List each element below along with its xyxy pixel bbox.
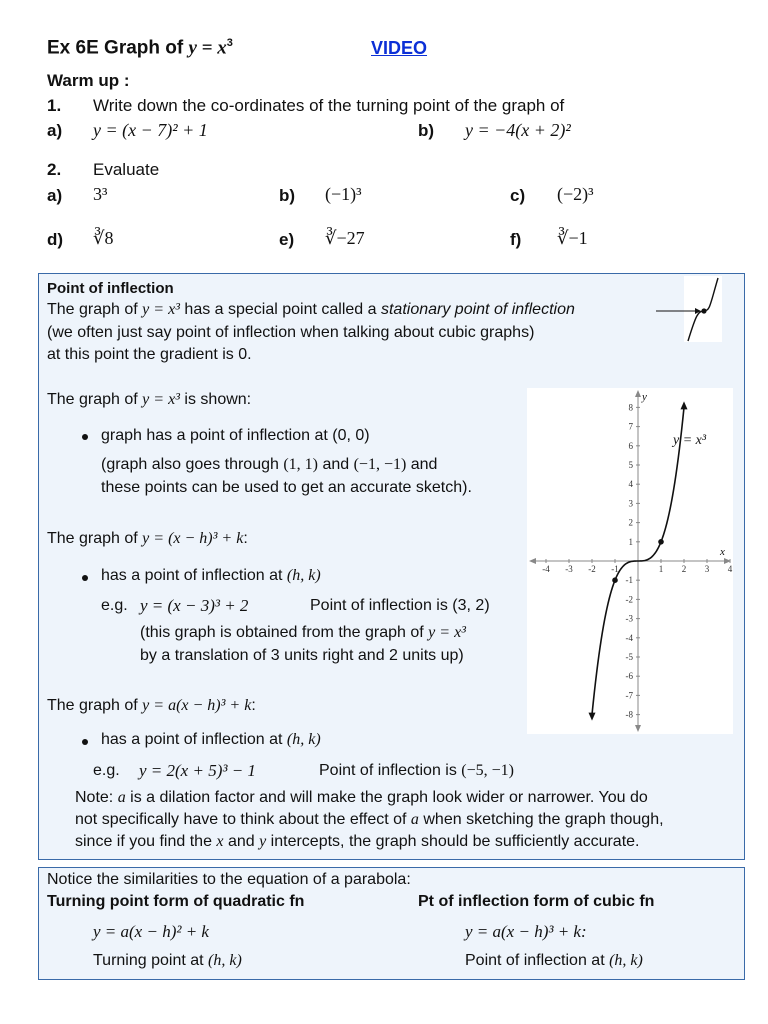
inflection-line1: [47, 301, 575, 319]
q2a-label: a): [47, 186, 63, 205]
variable: x: [216, 833, 224, 850]
x-axis-label: x: [720, 546, 725, 558]
note-line3: [75, 833, 640, 851]
video-link[interactable]: [371, 38, 427, 59]
y-tick-label: -2: [625, 594, 633, 605]
text: and: [223, 833, 260, 850]
bullet1-sub2: these points can be used to get an accurate sketch).: [101, 479, 472, 496]
title-equation: y = x: [188, 37, 227, 59]
inflection-heading: Point of inflection: [47, 280, 174, 297]
q2a-expression: 3³: [93, 184, 108, 204]
q1-number: 1.: [47, 96, 62, 115]
eg2-equation: y = 2(x + 5)³ − 1: [139, 761, 256, 780]
text: Turning point at: [93, 952, 209, 969]
variable: a: [117, 789, 126, 806]
graph-point: [658, 539, 664, 545]
cubic-graph-svg: [527, 388, 733, 734]
x-tick-label: -3: [565, 564, 573, 574]
q2f-expression: ∛−1: [557, 228, 588, 248]
eg1-note2: by a translation of 3 units right and 2 units up): [140, 647, 464, 664]
warmup-heading: Warm up :: [47, 71, 130, 90]
title-text: Ex 6E Graph of: [47, 37, 189, 59]
bullet-dot: [82, 434, 88, 440]
y-tick-label: 4: [628, 479, 633, 490]
text: :: [251, 697, 256, 714]
q1b-label: b): [418, 121, 435, 140]
x-tick-label: 4: [727, 564, 733, 574]
eg1-equation: y = (x − 3)³ + 2: [140, 596, 249, 615]
y-tick-label: -1: [625, 575, 633, 586]
hk-line: [47, 530, 248, 548]
text: and: [406, 456, 438, 473]
text: is a dilation factor and will make the graph look wider or narrower. You do: [125, 789, 648, 806]
text: has a point of inflection at: [101, 567, 287, 584]
y-tick-label: 6: [628, 440, 633, 451]
cubic-equation: y = a(x − h)³ + k:: [465, 922, 587, 941]
text: since if you find the: [75, 833, 217, 850]
note-line2: [75, 811, 664, 829]
equation: y = x³: [142, 391, 180, 408]
q2c-expression: (−2)³: [557, 184, 594, 204]
bullet1-text: graph has a point of inflection at (0, 0): [101, 427, 370, 444]
quadratic-equation: y = a(x − h)² + k: [93, 922, 209, 941]
text: when sketching the graph though,: [418, 811, 664, 828]
cubic-heading: Pt of inflection form of cubic fn: [418, 893, 655, 910]
q2b-label: b): [279, 186, 296, 205]
eg1-poi: Point of inflection is (3, 2): [310, 597, 490, 614]
text: Point of inflection at: [465, 952, 610, 969]
q2d-expression: ∛8: [93, 228, 114, 248]
x-tick-label: -2: [588, 564, 596, 574]
y-tick-label: -7: [625, 690, 633, 701]
q2f-label: f): [510, 230, 522, 249]
equation: y = a(x − h)³ + k: [142, 697, 252, 714]
y-tick-label: 7: [628, 421, 633, 432]
bullet1-sub1: [101, 456, 437, 474]
bullet3-text: [101, 731, 321, 749]
text: (graph also goes through: [101, 456, 284, 473]
x-tick-label: -1: [611, 564, 619, 574]
q1-text: Write down the co-ordinates of the turning point of the graph of: [93, 96, 565, 115]
page-title: [47, 37, 233, 59]
text: and: [318, 456, 354, 473]
inflection-line2: (we often just say point of inflection when talking about cubic graphs): [47, 324, 535, 341]
eg1-note1: [140, 624, 466, 642]
variable: y: [259, 833, 267, 850]
x-tick-label: 1: [658, 564, 664, 574]
curve-arrow-bottom: [589, 713, 596, 721]
point: (h, k): [286, 731, 321, 748]
text: Note:: [75, 789, 118, 806]
y-tick-label: 3: [628, 498, 633, 509]
text: The graph of: [47, 301, 143, 318]
x-tick-label: -4: [542, 564, 550, 574]
q2e-label: e): [279, 230, 295, 249]
variable: a: [410, 811, 419, 828]
cubic-graph: [527, 388, 733, 734]
eg1-label: e.g.: [101, 597, 128, 614]
q2-number: 2.: [47, 160, 62, 179]
inflection-line3: at this point the gradient is 0.: [47, 346, 252, 363]
quadratic-heading: Turning point form of quadratic fn: [47, 893, 305, 910]
y-tick-label: -4: [625, 632, 633, 643]
text: Point of inflection is: [319, 762, 462, 779]
text: intercepts, the graph should be sufficiently accurate.: [266, 833, 640, 850]
y-tick-label: 1: [628, 536, 633, 547]
video-link-text[interactable]: VIDEO: [371, 38, 428, 58]
y-tick-label: -3: [625, 613, 633, 624]
text: The graph of: [47, 697, 143, 714]
curve-arrow-top: [681, 401, 688, 409]
eg2-poi: [319, 762, 514, 780]
bullet-dot: [82, 739, 88, 745]
turning-point-text: [93, 952, 242, 970]
note-line1: [75, 789, 648, 807]
y-tick-label: -6: [625, 671, 633, 682]
graph-point: [612, 577, 618, 583]
text: (this graph is obtained from the graph of: [140, 624, 429, 641]
q2b-expression: (−1)³: [325, 184, 362, 204]
text: :: [243, 530, 248, 547]
title-exponent: 3: [226, 37, 233, 49]
q2e-expression: ∛−27: [325, 228, 365, 248]
y-tick-label: 2: [628, 517, 633, 528]
q1a-expression: y = (x − 7)² + 1: [93, 120, 208, 140]
y-tick-label: 8: [628, 402, 633, 413]
text: has a point of inflection at: [101, 731, 287, 748]
equation: y = (x − h)³ + k: [142, 530, 244, 547]
x-tick-label: 2: [681, 564, 687, 574]
equation: y = x³: [428, 624, 466, 641]
emphasis-text: stationary point of inflection: [380, 301, 575, 318]
q1b-expression: y = −4(x + 2)²: [465, 120, 571, 140]
point: (−5, −1): [461, 762, 514, 779]
y-axis-arrow: [635, 725, 641, 732]
inflection-point-text: [465, 952, 643, 970]
q2d-label: d): [47, 230, 64, 249]
q2c-label: c): [510, 186, 526, 205]
text: has a special point called a: [179, 301, 381, 318]
ahk-line: [47, 697, 256, 715]
y-tick-label: -5: [625, 652, 633, 662]
inflection-sketch-icon: [652, 275, 724, 345]
bullet2-text: [101, 567, 321, 585]
text: is shown:: [179, 391, 252, 408]
point: (h, k): [609, 952, 643, 969]
point: (1, 1): [283, 456, 318, 473]
text: not specifically have to think about the effect of: [75, 811, 411, 828]
text: The graph of: [47, 391, 143, 408]
x-axis-arrow: [529, 558, 536, 564]
bullet-dot: [82, 575, 88, 581]
point: (h, k): [208, 952, 242, 969]
q2-text: Evaluate: [93, 160, 160, 179]
equation: y = x³: [142, 301, 180, 318]
y-tick-label: 5: [628, 460, 633, 470]
q1a-label: a): [47, 121, 63, 140]
x-tick-label: 3: [704, 564, 710, 574]
text: The graph of: [47, 530, 143, 547]
y-axis-label: y: [642, 391, 647, 403]
point: (h, k): [286, 567, 321, 584]
curve-label: y = x³: [673, 433, 707, 448]
point: (−1, −1): [353, 456, 407, 473]
eg2-label: e.g.: [93, 762, 120, 779]
comparison-intro: Notice the similarities to the equation of a parabola:: [47, 871, 411, 888]
y-tick-label: -8: [625, 709, 633, 720]
y-axis-arrow: [635, 390, 641, 397]
shown-line: [47, 391, 251, 409]
